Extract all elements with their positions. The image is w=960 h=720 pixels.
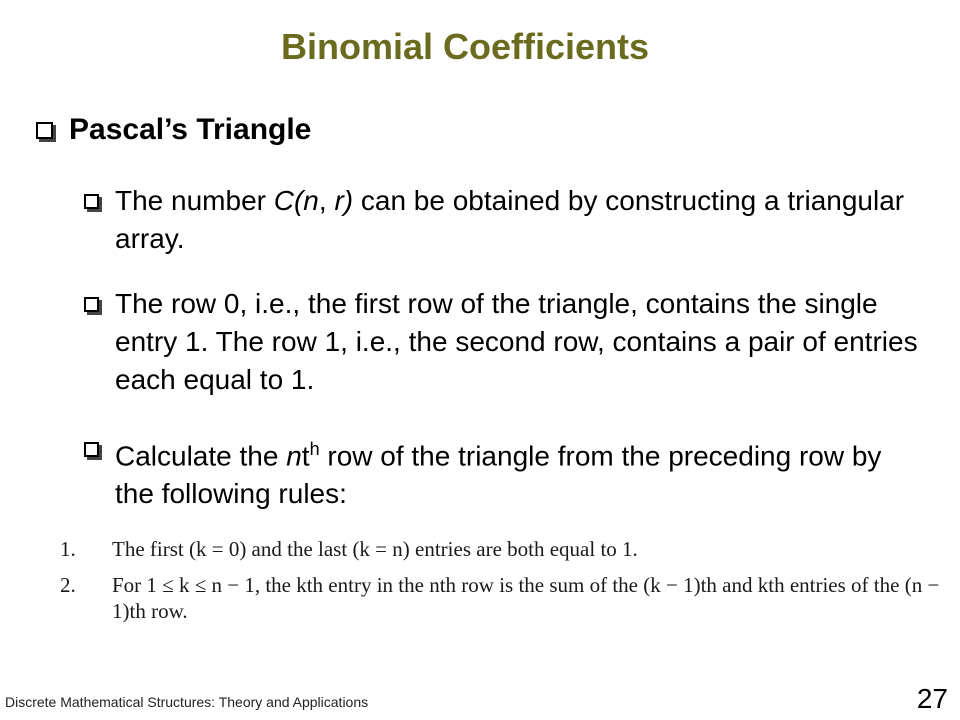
bullet-item	[85, 430, 925, 513]
bullet-text: The row 0, i.e., the first row of the triangle, contains the single entry 1. The row 1, i.e., the second row, contains a pair of entries each equal to 1.	[115, 288, 918, 395]
footer-text: Discrete Mathematical Structures: Theory and Applications	[5, 694, 369, 710]
rule-text: For 1 ≤ k ≤ n − 1, the kth entry in the nth row is the sum of the (k − 1)th and kth entries of the (n − 1)th row.	[112, 573, 940, 623]
bullet-text: The number C(n, r) can be obtained by constructing a triangular array.	[115, 185, 905, 254]
rules-list	[60, 536, 940, 634]
slide-title: Binomial Coefficients	[280, 26, 650, 67]
page-number: 27	[916, 683, 948, 714]
rule-text: The first (k = 0) and the last (k = n) entries are both equal to 1.	[112, 537, 638, 561]
main-bullet	[36, 113, 311, 147]
checkbox-bullet-icon	[84, 194, 99, 209]
checkbox-bullet-icon	[36, 122, 53, 139]
rule-number: 1.	[60, 537, 76, 561]
checkbox-bullet-icon	[84, 297, 99, 312]
checkbox-bullet-icon	[84, 442, 99, 457]
rule-item	[60, 536, 940, 562]
bullet-item	[85, 182, 925, 258]
rule-item	[60, 572, 940, 624]
bullet-text: Calculate the $nt^h$ row of the triangle from the preceding row by the following rules:	[115, 439, 882, 510]
bullet-item	[85, 285, 925, 399]
section-heading: Pascal’s Triangle	[69, 113, 312, 146]
rule-number: 2.	[60, 573, 76, 597]
